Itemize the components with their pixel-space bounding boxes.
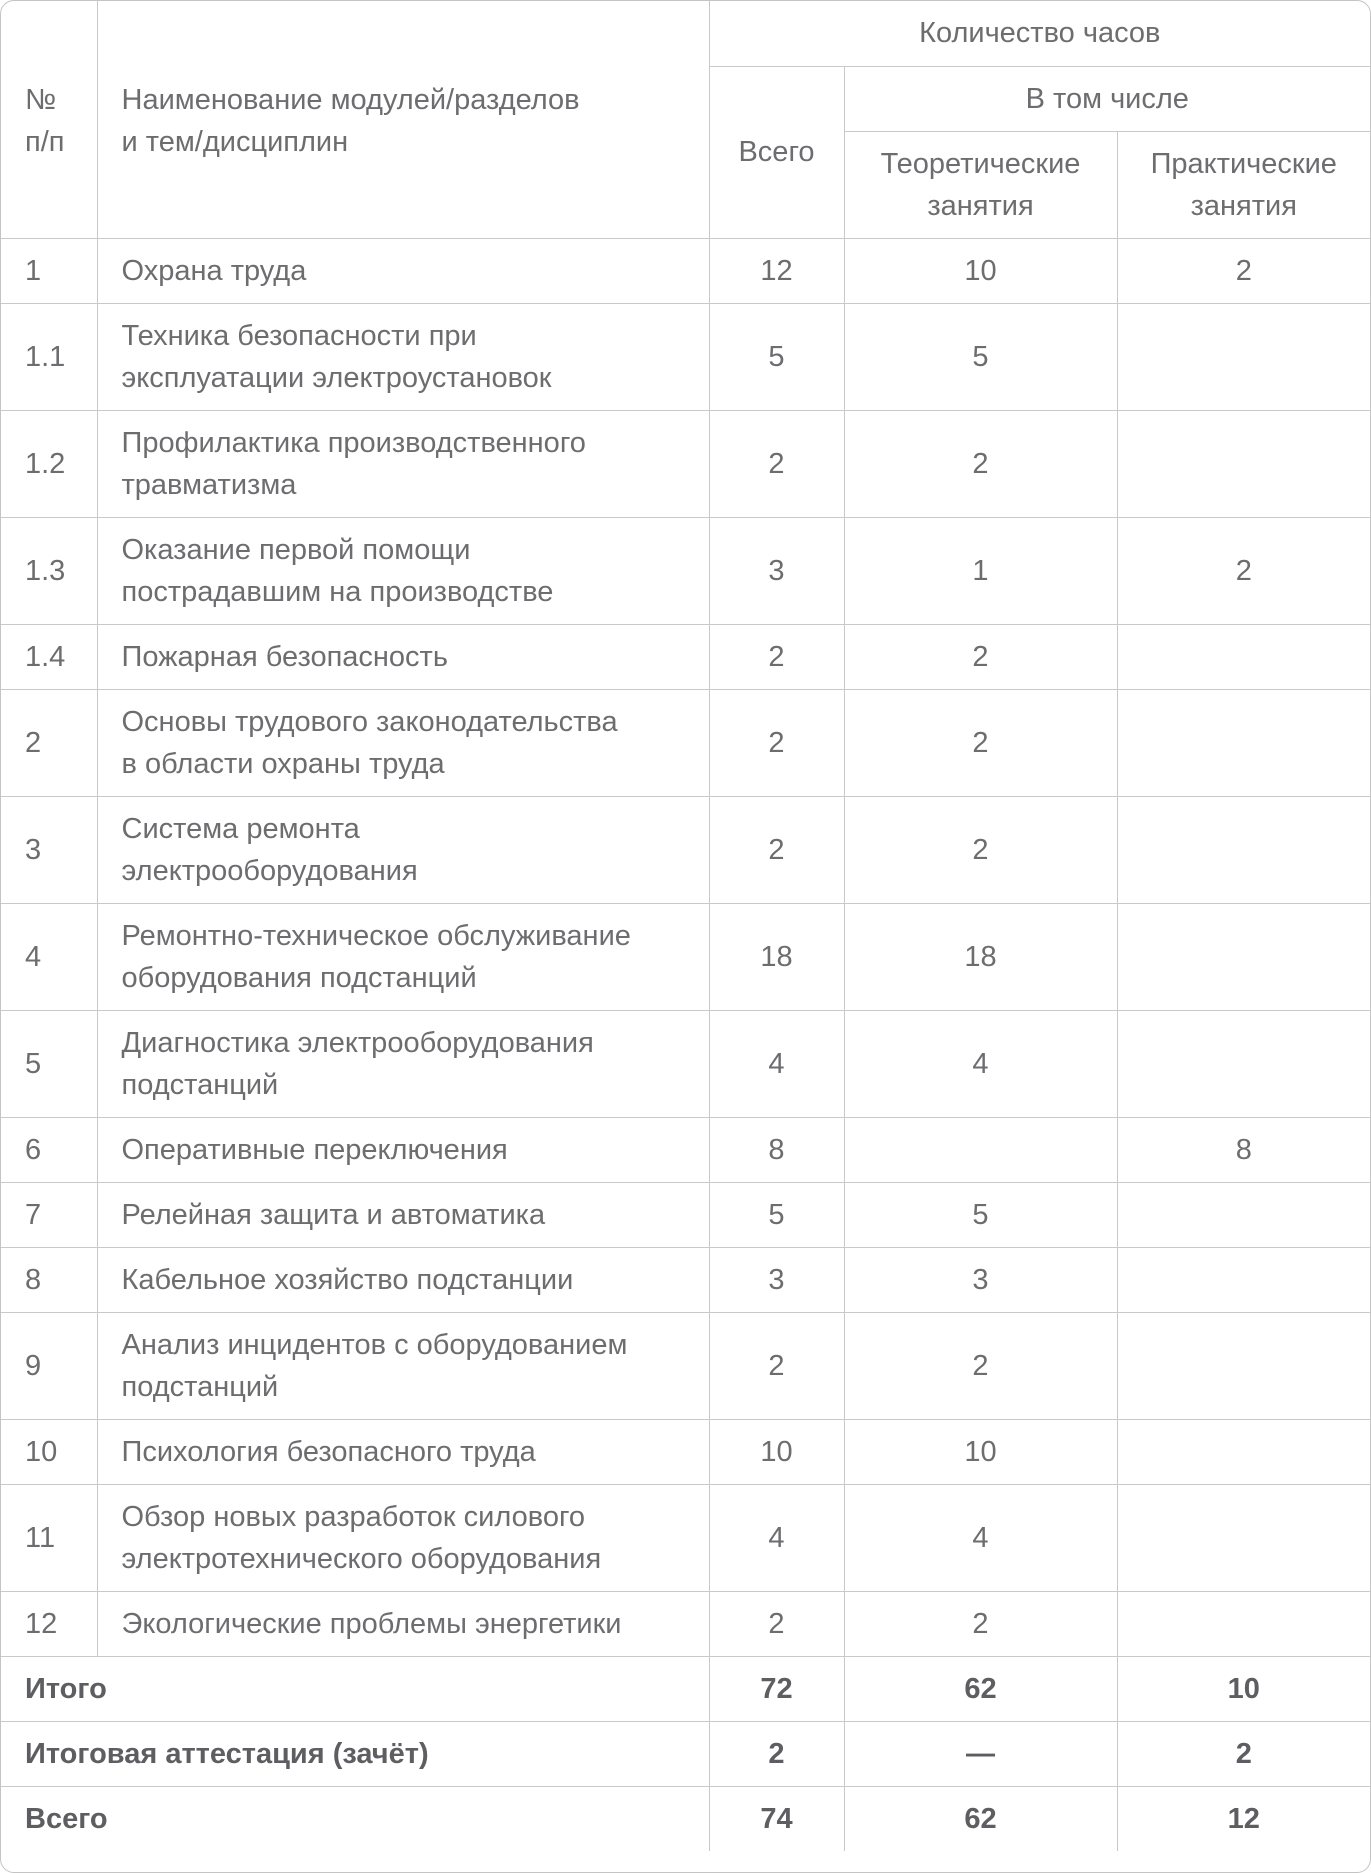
row-name: [97, 303, 709, 410]
row-name-line2: травматизма: [121, 468, 297, 501]
row-number: 11: [1, 1484, 97, 1591]
row-practice: [1117, 689, 1370, 796]
header-practice-line2: занятия: [1190, 189, 1297, 222]
row-number: 5: [1, 1010, 97, 1117]
row-name-line2: электрооборудования: [121, 854, 418, 887]
row-theory: [844, 1117, 1117, 1182]
row-name-line1: Охрана труда: [121, 254, 307, 287]
row-number: 8: [1, 1247, 97, 1312]
header-theory: [844, 131, 1117, 238]
totals-total: 72: [709, 1656, 844, 1721]
row-practice: [1117, 1484, 1370, 1591]
row-number: 1.4: [1, 624, 97, 689]
row-practice: [1117, 903, 1370, 1010]
table-row: [1, 903, 1370, 1010]
row-name: [97, 410, 709, 517]
totals-theory: —: [844, 1721, 1117, 1786]
row-theory: 3: [844, 1247, 1117, 1312]
row-number: 1: [1, 238, 97, 303]
row-total: 5: [709, 303, 844, 410]
row-name-line1: Система ремонта: [121, 812, 360, 845]
row-name-line2: подстанций: [121, 1068, 279, 1101]
totals-theory: 62: [844, 1786, 1117, 1851]
row-name: [97, 1010, 709, 1117]
row-theory: 10: [844, 238, 1117, 303]
row-total: 18: [709, 903, 844, 1010]
row-name-line2: оборудования подстанций: [121, 961, 477, 994]
row-name-line2: электротехнического оборудования: [121, 1542, 602, 1575]
row-number: 12: [1, 1591, 97, 1656]
row-name: [97, 517, 709, 624]
row-number: 4: [1, 903, 97, 1010]
totals-label: Итоговая аттестация (зачёт): [1, 1721, 709, 1786]
row-name-line1: Анализ инцидентов с оборудованием: [121, 1328, 628, 1361]
row-name: [97, 624, 709, 689]
header-practice: [1117, 131, 1370, 238]
header-number: [1, 1, 97, 238]
totals-theory: 62: [844, 1656, 1117, 1721]
row-name-line1: Релейная защита и автоматика: [121, 1198, 546, 1231]
row-name: [97, 1247, 709, 1312]
header-total: Всего: [709, 66, 844, 238]
row-theory: 18: [844, 903, 1117, 1010]
row-practice: [1117, 796, 1370, 903]
row-name: [97, 1419, 709, 1484]
table-row: [1, 1484, 1370, 1591]
totals-practice: 12: [1117, 1786, 1370, 1851]
row-total: 2: [709, 1591, 844, 1656]
header-hours: Количество часов: [709, 1, 1370, 66]
row-name: [97, 1312, 709, 1419]
row-number: 10: [1, 1419, 97, 1484]
row-name-line2: эксплуатации электроустановок: [121, 361, 552, 394]
table-row: [1, 1010, 1370, 1117]
table-row: [1, 1117, 1370, 1182]
totals-row: [1, 1656, 1370, 1721]
row-number: 1.2: [1, 410, 97, 517]
table-row: [1, 410, 1370, 517]
totals-total: 2: [709, 1721, 844, 1786]
row-total: 4: [709, 1010, 844, 1117]
row-number: 9: [1, 1312, 97, 1419]
totals-total: 74: [709, 1786, 844, 1851]
row-theory: 2: [844, 796, 1117, 903]
row-theory: 2: [844, 689, 1117, 796]
row-practice: [1117, 1591, 1370, 1656]
curriculum-table: [1, 1, 1370, 1851]
table-row: [1, 1419, 1370, 1484]
table-row: [1, 517, 1370, 624]
totals-label: Всего: [1, 1786, 709, 1851]
totals-practice: 2: [1117, 1721, 1370, 1786]
row-name: [97, 903, 709, 1010]
row-practice: 2: [1117, 517, 1370, 624]
row-number: 6: [1, 1117, 97, 1182]
row-theory: 5: [844, 303, 1117, 410]
row-practice: [1117, 1182, 1370, 1247]
table-row: [1, 796, 1370, 903]
row-theory: 4: [844, 1010, 1117, 1117]
row-name: [97, 1182, 709, 1247]
row-name-line1: Кабельное хозяйство подстанции: [121, 1263, 574, 1296]
table-row: [1, 303, 1370, 410]
row-practice: [1117, 1247, 1370, 1312]
row-name-line2: подстанций: [121, 1370, 279, 1403]
row-name-line1: Психология безопасного труда: [121, 1435, 536, 1468]
row-total: 5: [709, 1182, 844, 1247]
row-total: 3: [709, 517, 844, 624]
row-practice: [1117, 303, 1370, 410]
table-row: [1, 1312, 1370, 1419]
row-name-line1: Основы трудового законодательства: [121, 705, 618, 738]
row-number: 7: [1, 1182, 97, 1247]
row-total: 3: [709, 1247, 844, 1312]
table-row: [1, 1247, 1370, 1312]
row-practice: [1117, 1010, 1370, 1117]
row-practice: [1117, 1312, 1370, 1419]
row-name-line1: Оперативные переключения: [121, 1133, 508, 1166]
totals-label: Итого: [1, 1656, 709, 1721]
row-name-line1: Ремонтно-техническое обслуживание: [121, 919, 631, 952]
row-theory: 10: [844, 1419, 1117, 1484]
row-theory: 1: [844, 517, 1117, 624]
table-row: [1, 238, 1370, 303]
row-name-line1: Обзор новых разработок силового: [121, 1500, 586, 1533]
row-name-line1: Техника безопасности при: [121, 319, 477, 352]
row-total: 10: [709, 1419, 844, 1484]
row-name: [97, 1484, 709, 1591]
header-theory-line2: занятия: [927, 189, 1034, 222]
row-theory: 4: [844, 1484, 1117, 1591]
totals-practice: 10: [1117, 1656, 1370, 1721]
header-number-line2: п/п: [25, 126, 65, 158]
header-theory-line1: Теоретические: [880, 147, 1081, 180]
row-practice: [1117, 624, 1370, 689]
row-name: [97, 238, 709, 303]
row-total: 2: [709, 624, 844, 689]
totals-row: [1, 1721, 1370, 1786]
row-total: 2: [709, 410, 844, 517]
row-practice: 8: [1117, 1117, 1370, 1182]
row-name-line2: пострадавшим на производстве: [121, 575, 554, 608]
row-name-line1: Диагностика электрооборудования: [121, 1026, 594, 1059]
header-number-line1: №: [25, 84, 57, 116]
header-including: В том числе: [844, 66, 1370, 131]
row-name-line1: Оказание первой помощи: [121, 533, 471, 566]
row-practice: 2: [1117, 238, 1370, 303]
row-name-line1: Профилактика производственного: [121, 426, 586, 459]
row-name-line1: Экологические проблемы энергетики: [121, 1607, 622, 1640]
row-practice: [1117, 410, 1370, 517]
row-theory: 5: [844, 1182, 1117, 1247]
row-name: [97, 796, 709, 903]
row-number: 1.1: [1, 303, 97, 410]
row-total: 8: [709, 1117, 844, 1182]
row-practice: [1117, 1419, 1370, 1484]
row-name: [97, 689, 709, 796]
row-theory: 2: [844, 410, 1117, 517]
table-row: [1, 1182, 1370, 1247]
header-name-line1: Наименование модулей/разделов: [121, 84, 580, 116]
row-number: 2: [1, 689, 97, 796]
table-row: [1, 1591, 1370, 1656]
row-number: 3: [1, 796, 97, 903]
row-total: 2: [709, 1312, 844, 1419]
totals-row: [1, 1786, 1370, 1851]
header-practice-line1: Практические: [1150, 147, 1337, 180]
row-total: 2: [709, 796, 844, 903]
row-name-line1: Пожарная безопасность: [121, 640, 448, 673]
row-theory: 2: [844, 1591, 1117, 1656]
row-theory: 2: [844, 624, 1117, 689]
row-name: [97, 1591, 709, 1656]
table-row: [1, 624, 1370, 689]
header-name: [97, 1, 709, 238]
row-name: [97, 1117, 709, 1182]
row-total: 2: [709, 689, 844, 796]
header-name-line2: и тем/дисциплин: [121, 126, 349, 158]
row-total: 4: [709, 1484, 844, 1591]
row-name-line2: в области охраны труда: [121, 747, 445, 780]
row-theory: 2: [844, 1312, 1117, 1419]
row-total: 12: [709, 238, 844, 303]
row-number: 1.3: [1, 517, 97, 624]
table-row: [1, 689, 1370, 796]
